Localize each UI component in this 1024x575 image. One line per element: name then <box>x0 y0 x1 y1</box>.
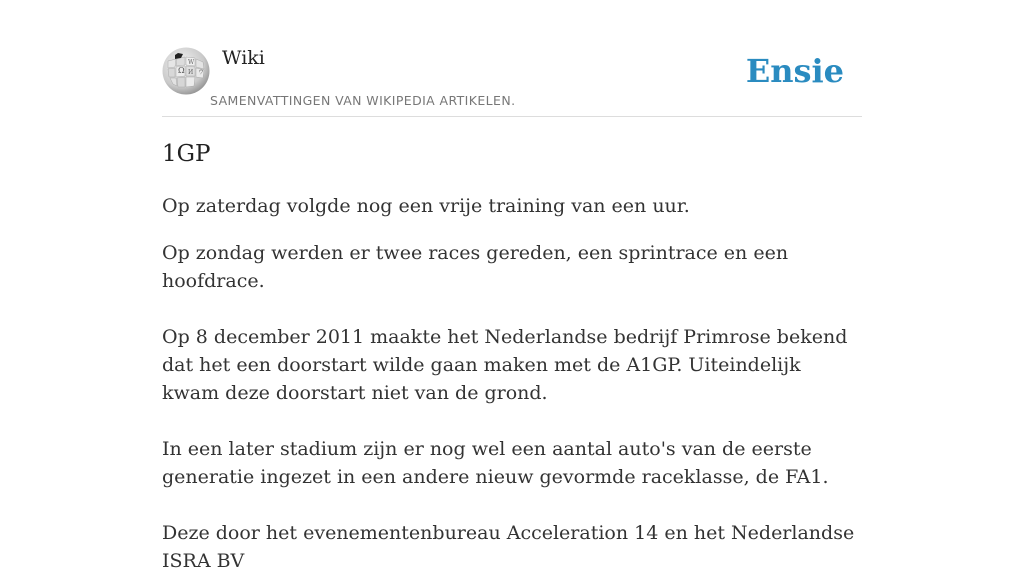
site-header <box>162 46 862 117</box>
site-name[interactable]: Wiki <box>222 47 265 69</box>
article-paragraph: Op 8 december 2011 maakte het Nederlandse bedrijf Primrose bekend dat het een doorstart wilde gaan maken met de A1GP. Uiteindelijk kwam deze doorstart niet van de grond. <box>162 326 848 404</box>
svg-text:Ω: Ω <box>178 66 185 75</box>
svg-text:ウ: ウ <box>198 69 205 76</box>
svg-text:И: И <box>188 69 194 76</box>
article-title: 1GP <box>162 141 211 167</box>
wikipedia-globe-icon[interactable] <box>162 47 210 95</box>
article-paragraph: Op zaterdag volgde nog een vrije training van een uur. <box>162 195 690 217</box>
article-paragraph: Deze door het evenementenbureau Acceleration 14 en het Nederlandse ISRA BV <box>162 522 855 572</box>
article-paragraph: In een later stadium zijn er nog wel een aantal auto's van de eerste generatie ingezet in een andere nieuw gevormde raceklasse, de FA1. <box>162 438 829 488</box>
article-paragraph: Op zondag werden er twee races gereden, een sprintrace en een hoofdrace. <box>162 242 789 292</box>
ensie-logo-link[interactable]: Ensie <box>745 52 844 90</box>
site-tagline: SAMENVATTINGEN VAN WIKIPEDIA ARTIKELEN. <box>210 93 516 108</box>
article-content <box>162 138 862 575</box>
svg-text:W: W <box>188 59 195 66</box>
